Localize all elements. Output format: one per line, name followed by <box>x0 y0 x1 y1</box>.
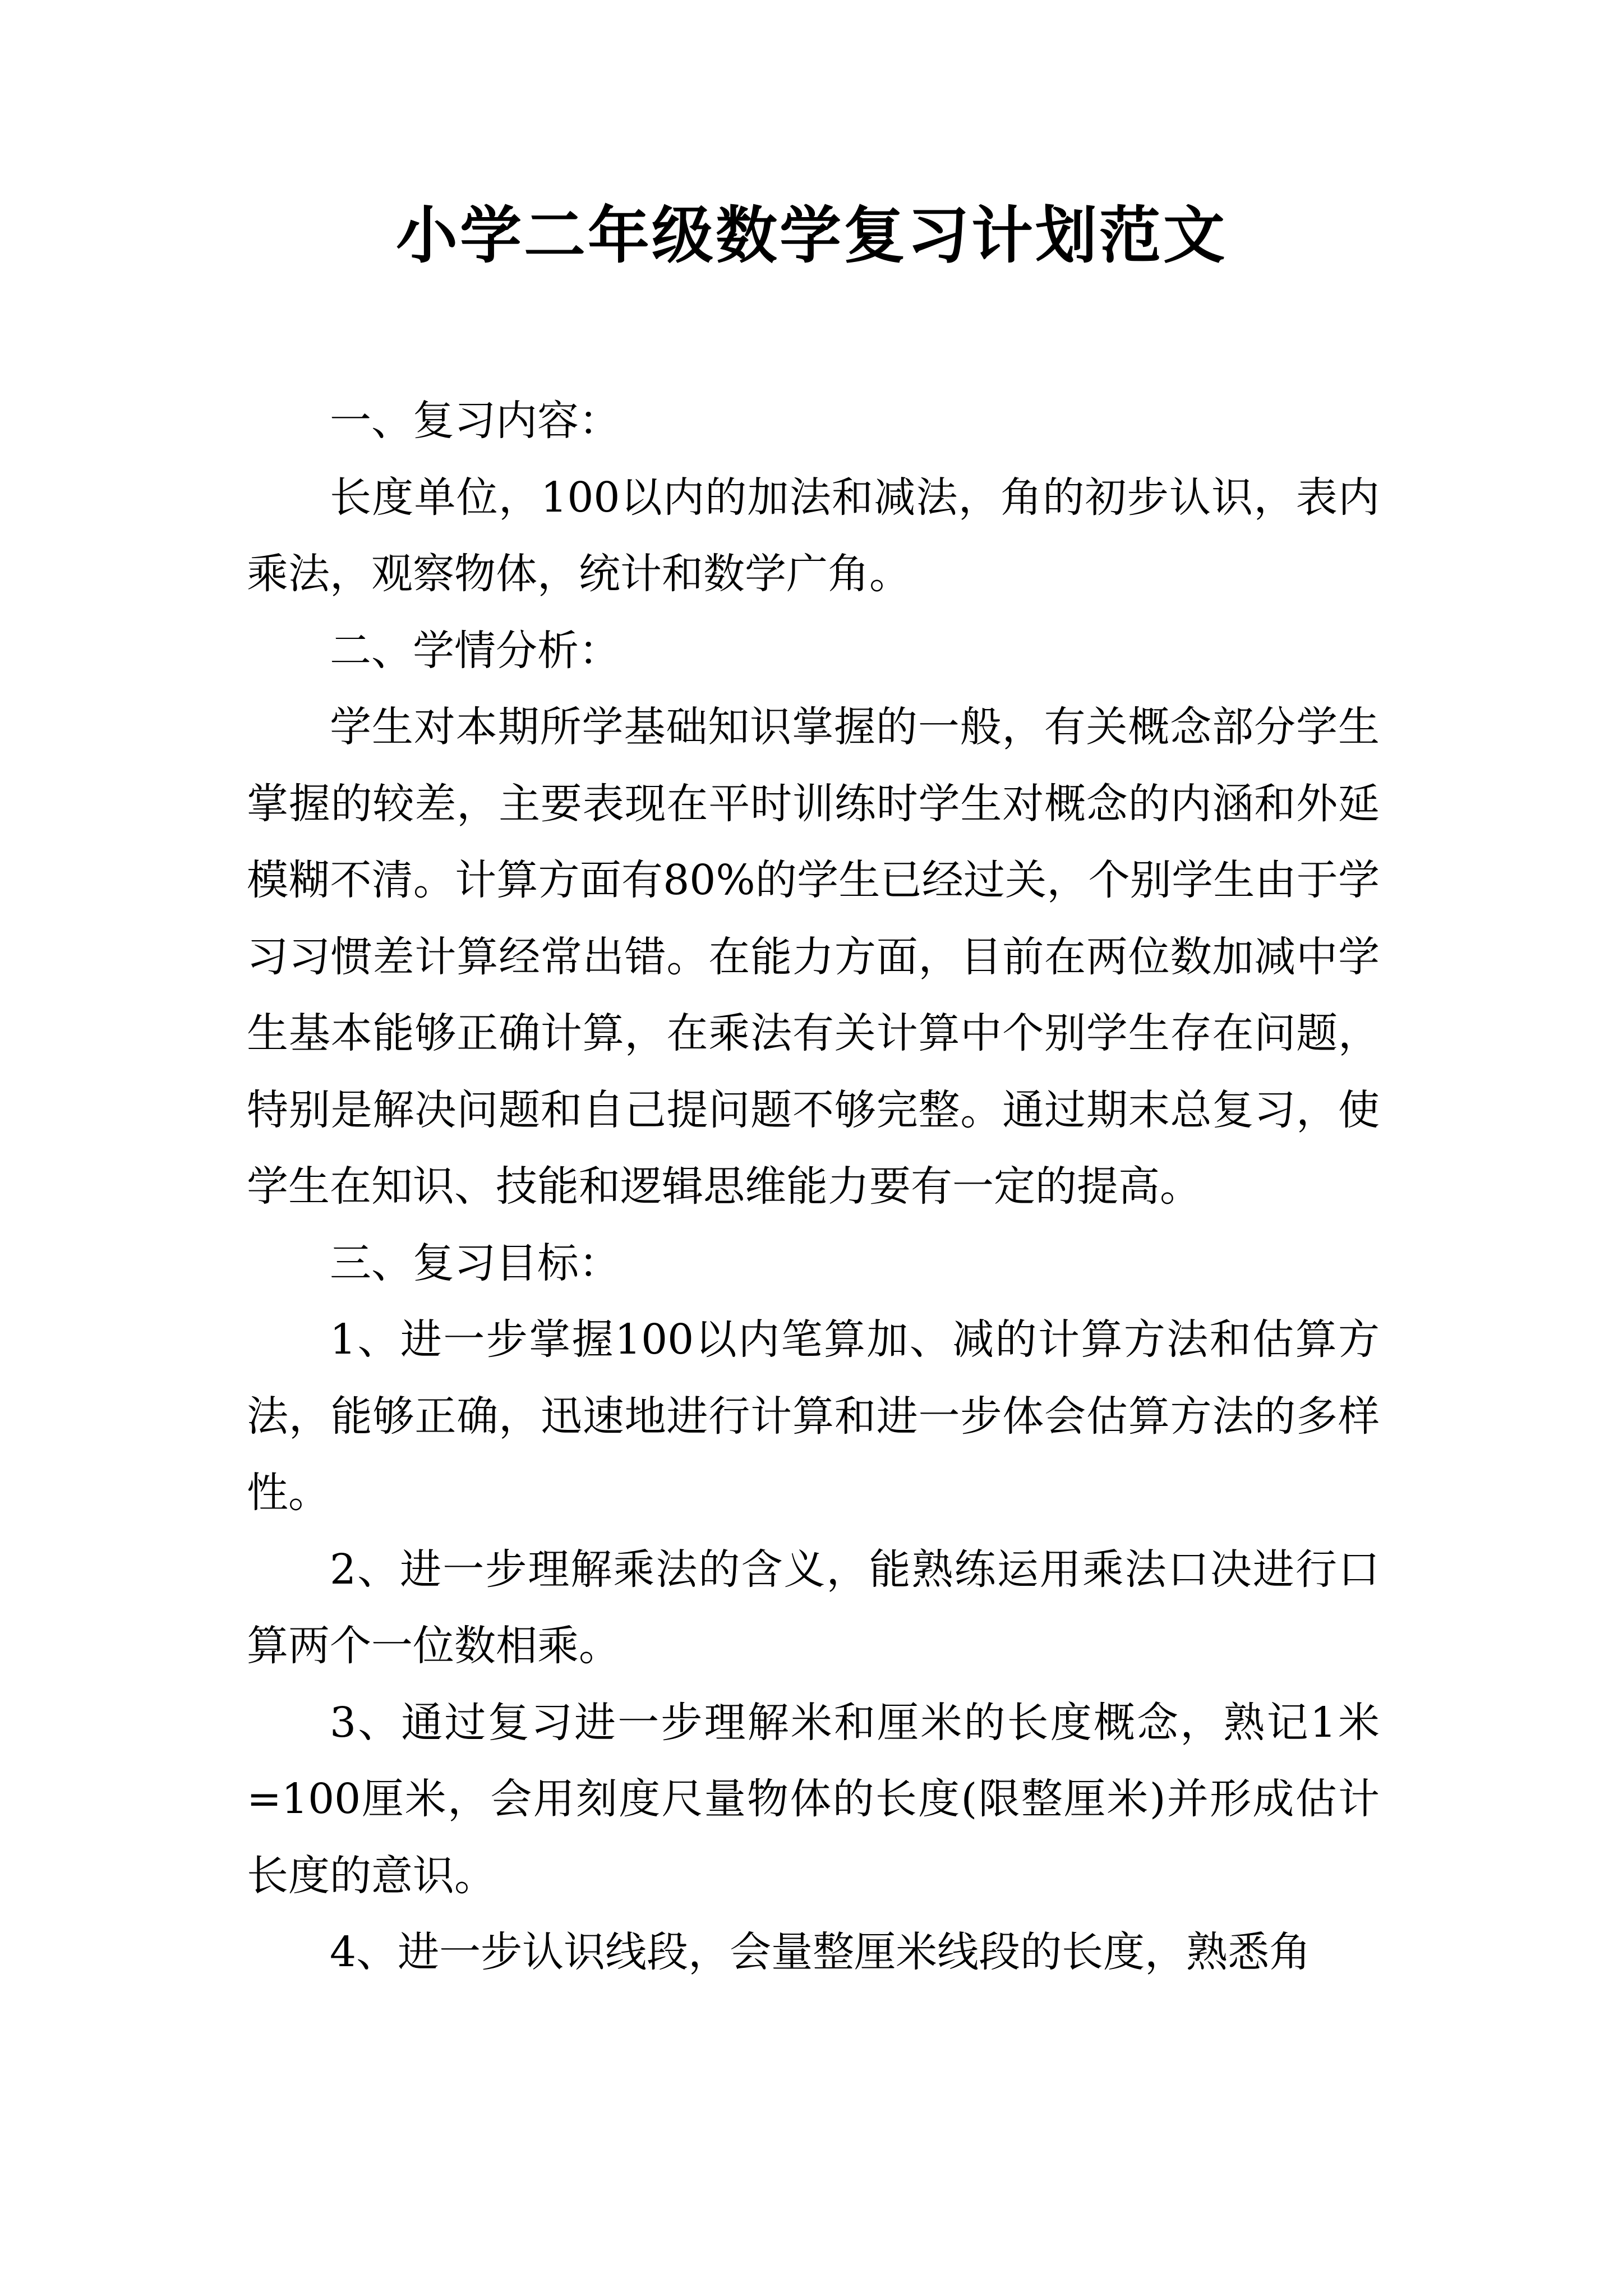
paragraph-goal-4: 4、进一步认识线段，会量整厘米线段的长度，熟悉角 <box>330 1928 1311 1976</box>
paragraph-goal-3: 3、通过复习进一步理解米和厘米的长度概念，熟记1米=100厘米，会用刻度尺量物体的长度(限整厘米)并形成估计长度的意识。 <box>247 1698 1380 1900</box>
paragraph-goal-1: 1、进一步掌握100以内笔算加、减的计算方法和估算方法，能够正确，迅速地进行计算和进一步体会估算方法的多样性。 <box>247 1315 1380 1517</box>
section-heading-review-goals: 三、复习目标： <box>330 1239 620 1287</box>
paragraph-learning-analysis: 学生对本期所学基础知识掌握的一般，有关概念部分学生掌握的较差，主要表现在平时训练时学生对概念的内涵和外延模糊不清。计算方面有80%的学生已经过关，个别学生由于学习习惯差计算经常出错。在能力方面，目前在两位数加减中学生基本能够正确计算，在乘法有关计算中个别学生存在问题，特别是解决问题和自己提问题不够完整。通过期末总复习，使学生在知识、技能和逻辑思维能力要有一定的提高。 <box>247 703 1380 1211</box>
document-title: 小学二年级数学复习计划范文 <box>396 199 1227 272</box>
section-heading-learning-analysis: 二、学情分析： <box>330 626 620 675</box>
paragraph-goal-2: 2、进一步理解乘法的含义，能熟练运用乘法口决进行口算两个一位数相乘。 <box>247 1545 1380 1670</box>
document-body <box>247 383 1380 1991</box>
paragraph-review-content: 长度单位，100以内的加法和减法，角的初步认识，表内乘法，观察物体，统计和数学广角。 <box>247 473 1380 598</box>
section-heading-review-content: 一、复习内容： <box>330 397 620 445</box>
